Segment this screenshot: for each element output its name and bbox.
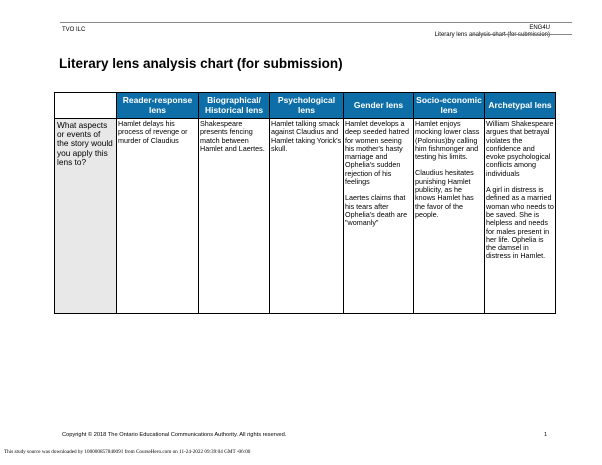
cell-psychological [270,119,344,314]
cell-archetypal [485,119,556,314]
cell-paragraph: Hamlet enjoys mocking lower class (Polonius)by calling him fishmonger and testing his limits. [415,119,480,162]
cell-paragraph: Laertes claims that his tears after Ophelia's death are "womanly" [345,193,408,228]
table-header-row [55,93,556,119]
cell-paragraph: Hamlet talking smack against Claudius and Hamlet taking Yorick's skull. [271,119,342,153]
column-header-biographical: Biographical/ Historical lens [199,93,270,119]
cell-paragraph: Hamlet delays his process of revenge or murder of Claudius [118,119,188,145]
header-course-code: ENG4U [529,25,550,31]
cell-paragraph: Shakespeare presents fencing match between Hamlet and Laertes. [200,119,265,153]
column-header-psychological: Psychological lens [270,93,344,119]
cell-paragraph: Claudius hesitates punishing Hamlet publicity, as he knows Hamlet has the favor of the people. [415,168,474,219]
table-row [55,119,556,314]
column-header-reader-response: Reader-response lens [117,93,199,119]
header-subtitle-rule [470,34,572,35]
cell-paragraph: William Shakespeare argues that betrayal violates the confidence and evoke psychological conflicts among individuals [486,119,554,178]
study-source-notice: This study source was downloaded by 100000857840091 from CourseHero.com on 11-24-2022 09:39:04 GMT -06:00 [4,449,251,455]
page-title: Literary lens analysis chart (for submission) [59,56,343,71]
column-header-socio-economic: Socio-economic lens [414,93,485,119]
column-header-gender: Gender lens [344,93,414,119]
header-rule [60,22,572,23]
header-course-provider: TVO ILC [62,27,86,33]
column-header-archetypal: Archetypal lens [485,93,556,119]
footer-copyright: Copyright © 2018 The Ontario Educational Communications Authority. All rights reserved. [62,432,287,438]
corner-cell [55,93,117,119]
row-label-cell: What aspects or events of the story would you apply this lens to? [55,119,117,314]
cell-paragraph: Hamlet develops a deep seeded hatred for women seeing his mother's hasty marriage and Ophelia's sudden rejection of his feelings [345,119,409,187]
header-subtitle: Literary lens analysis chart (for submission) [434,32,550,38]
cell-biographical [199,119,270,314]
cell-reader-response [117,119,199,314]
cell-gender [344,119,414,314]
cell-paragraph: A girl in distress is defined as a married woman who needs to be saved. She is helpless and needs for males present in her life. Ophelia is the damsel in distress in Hamlet. [486,185,554,261]
header-right [435,25,550,39]
cell-socio-economic [414,119,485,314]
lens-analysis-table [54,92,556,314]
page-number: 1 [544,432,548,438]
